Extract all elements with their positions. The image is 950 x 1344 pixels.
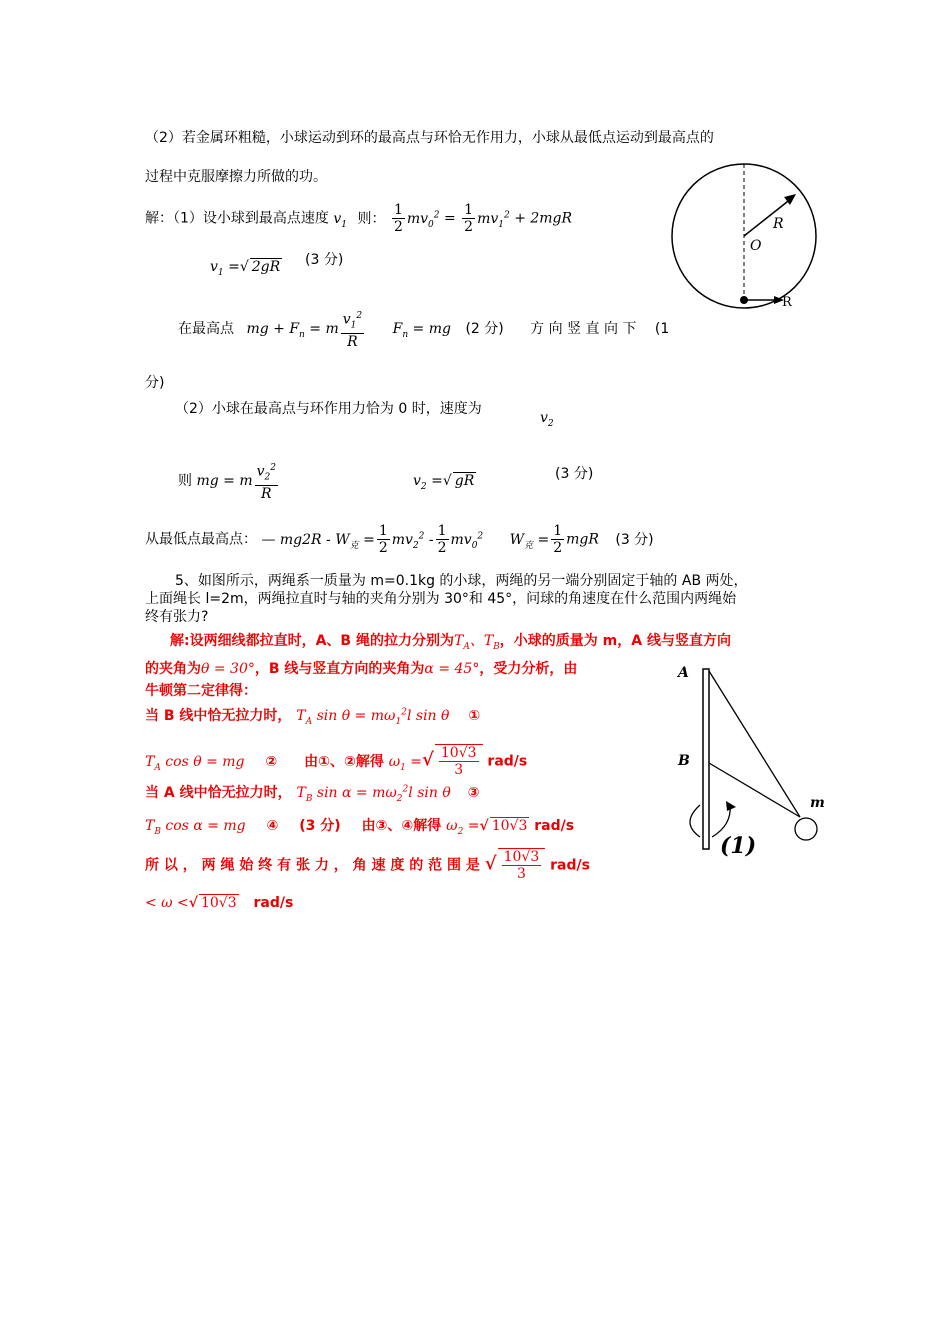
- question-line-2: 过程中克服摩擦力所做的功。: [145, 169, 327, 185]
- from-label: 从最低点最高点：: [145, 531, 257, 548]
- math-work-lhs: — $mg2R - W_克$ =: [261, 531, 375, 551]
- solution1-v1-result: $v_1$ =√ 2gR: [210, 259, 281, 278]
- math-mv0sq: $mv_0^2$: [406, 209, 440, 230]
- figure-label: (1): [720, 833, 757, 859]
- unit-3: rad/s: [550, 857, 590, 874]
- label-m: m: [810, 795, 825, 811]
- math-mg-eq-m: mg = m: [196, 473, 253, 490]
- math-frac-v2sq-R: $\frac{v_2^2}{R}$: [255, 460, 278, 502]
- answer-angle-b: ，B 线与竖直方向的夹角为: [254, 661, 425, 677]
- unit-1: rad/s: [487, 753, 528, 770]
- rotation-arc-left: [690, 805, 700, 837]
- score-1: (3 分): [305, 252, 344, 268]
- answer-line-3: 牛顿第二定律得：: [145, 683, 257, 699]
- math-v1: $v_1$: [333, 210, 348, 230]
- label-A: A: [678, 665, 689, 681]
- answer-line-8: 所 以 ， 两 绳 始 终 有 张 力 ， 角 速 度 的 范 围 是 √ $\frac{10√3}{3}$ rad/s: [145, 849, 590, 882]
- axis-rod: [703, 669, 709, 849]
- circle-3: ③: [467, 785, 480, 801]
- answer-intro-b: ，小球的质量为 m，A 线与竖直方向: [499, 633, 731, 649]
- solution1-line-1: [145, 202, 572, 235]
- label-B: B: [678, 753, 690, 769]
- solution1-intro: 解：（1）设小球到最高点速度: [145, 210, 329, 227]
- circle-figure: [668, 160, 828, 320]
- math-mg-plus-Fn: mg + $F_n = m$: [246, 321, 339, 341]
- solution2-work-line: 从最低点最高点： — $mg2R - W_克$ = $\frac{1}{2}$ $mv_2^2$ - $\frac{1}{2}$ $mv_0^2$ $W_克$ = $\frac{1}{2}$ mgR (3 分): [145, 523, 654, 556]
- answer-angle-a: 的夹角为: [145, 661, 201, 677]
- unit-2: rad/s: [534, 818, 575, 834]
- score-2: (2 分): [465, 321, 504, 338]
- ball: [795, 818, 817, 840]
- solution1-ze: 则：: [357, 210, 386, 227]
- score-4: (3 分): [555, 466, 594, 482]
- answer-line-4: 当 B 线中恰无拉力时， $T_A$ $\sin \theta = m\omega_1^2l$ sin θ ①: [145, 707, 481, 727]
- solve-2: 由③、④解得: [361, 818, 442, 834]
- at-top-label: 在最高点: [178, 321, 234, 338]
- answer-line-6: 当 A 线中恰无拉力时， $T_B$ $\sin \alpha = m\omega_2^2l$ sin θ ③: [145, 784, 480, 804]
- math-v2: $v_2$: [540, 410, 554, 429]
- answer-angle-c: ，受力分析，由: [479, 661, 578, 677]
- label-R: R: [773, 216, 784, 232]
- label-O: O: [750, 238, 762, 254]
- label-R2: R: [782, 295, 792, 310]
- solution1-top-line: [178, 308, 669, 350]
- answer-line-7: $T_B$ cos α = mg ④ (3 分) 由③、④解得 $\omega_2$ =√ 10√3 rad/s: [145, 818, 575, 837]
- answer-line-5: $T_A$ cos θ = mg ② 由①、②解得 $\omega_1$ =√ $\frac{10√3}{3}$ rad/s: [145, 745, 528, 778]
- solution2-ze: 则: [178, 473, 192, 490]
- rotation-arrow-head: [726, 801, 736, 811]
- unit-4: rad/s: [253, 895, 294, 911]
- radius-line: [744, 198, 792, 236]
- score-6: (3 分): [299, 818, 341, 834]
- direction-text: 方 向 竖 直 向 下: [530, 321, 637, 338]
- solution2-line-1: [175, 398, 482, 418]
- conclusion: 所 以 ， 两 绳 始 终 有 张 力 ， 角 速 度 的 范 围 是: [145, 857, 480, 874]
- math-mv1sq: $mv_1^2$: [477, 209, 510, 230]
- math-frac-v1sq-R: $\frac{v_1^2}{R}$: [341, 308, 364, 350]
- math-plus-2mgR: + 2mgR: [514, 210, 573, 227]
- math-work-result: $W_克$ =: [509, 531, 550, 551]
- math-Fn-mg: $F_n$ = mg: [392, 321, 451, 341]
- question-line-1: （2）若金属环粗糙，小球运动到环的最高点与环恰无作用力，小球从最低点运动到最高点的: [145, 130, 714, 146]
- circle-1: ①: [468, 708, 481, 724]
- problem5-line-1: 5、如图所示，两绳系一质量为 m=0.1kg 的小球，两绳的另一端分别固定于轴的 AB 两处，: [175, 573, 748, 589]
- score-3b: 分): [145, 375, 165, 391]
- rope-B: [709, 763, 800, 817]
- circle-4: ④: [266, 818, 279, 834]
- math-frac-half: $\frac{1}{2}$: [393, 202, 403, 235]
- solution2-v2-result: $v_2$ =√ gR: [413, 473, 475, 492]
- case-b-label: 当 B 线中恰无拉力时，: [145, 708, 292, 724]
- answer-line-2: 的夹角为θ = 30°，B 线与竖直方向的夹角为α = 45°，受力分析，由: [145, 661, 578, 677]
- solution2-intro: （2）小球在最高点与环作用力恰为 0 时，速度为: [175, 401, 482, 417]
- math-frac-half: $\frac{1}{2}$: [464, 202, 474, 235]
- answer-line-1: 解:设两细线都拉直时，A、B 绳的拉力分别为$T_A$、$T_B$，小球的质量为 m，A 线与竖直方向: [170, 633, 731, 652]
- problem5-line-3: 终有张力?: [145, 609, 209, 625]
- math-v1-eq: $v_1$ =: [210, 259, 240, 278]
- score-3a: (1: [654, 321, 670, 338]
- solve-1: 由①、②解得: [304, 753, 384, 770]
- rope-A: [709, 671, 800, 817]
- case-a-label: 当 A 线中恰无拉力时，: [145, 785, 292, 801]
- score-5: (3 分): [615, 531, 654, 548]
- answer-intro: 解:设两细线都拉直时，A、B 绳的拉力分别为: [170, 633, 454, 649]
- answer-line-9: < ω <√ 10√3 rad/s: [145, 895, 294, 911]
- math-eq: =: [443, 210, 456, 227]
- circle-2: ②: [265, 753, 278, 770]
- solution2-ze-line: [178, 460, 280, 502]
- rod-figure: [660, 655, 860, 865]
- problem5-line-2: 上面绳长 l=2m，两绳拉直时与轴的夹角分别为 30°和 45°，问球的角速度在什么范围内两绳始: [145, 591, 737, 607]
